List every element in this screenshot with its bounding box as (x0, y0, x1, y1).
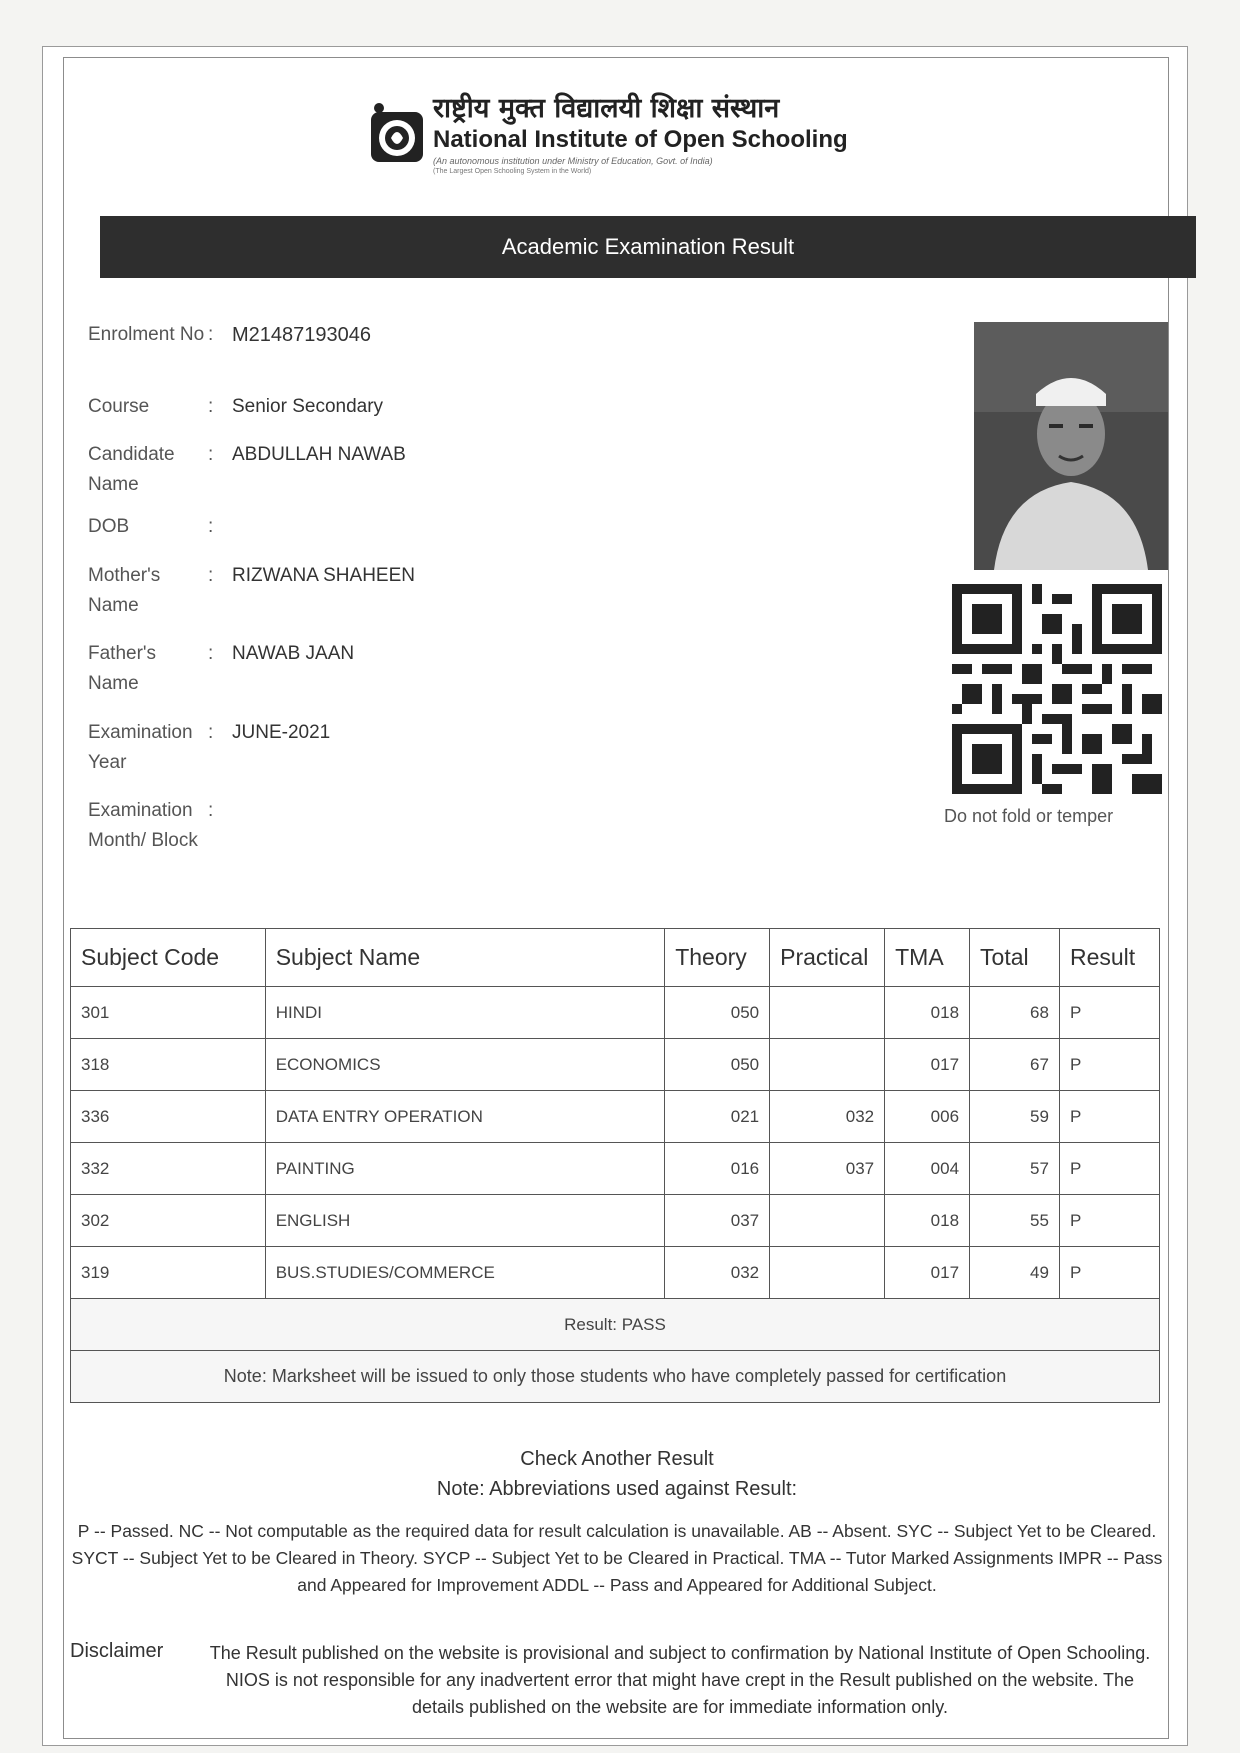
institute-name-hindi: राष्ट्रीय मुक्त विद्यालयी शिक्षा संस्थान (433, 93, 780, 124)
abbreviations-title: Note: Abbreviations used against Result: (436, 1478, 798, 1500)
result-summary-row (71, 1299, 1160, 1351)
theory-marks: 016 (665, 1143, 770, 1195)
subject-result: P (1059, 1143, 1159, 1195)
total-marks: 55 (970, 1195, 1060, 1247)
subject-result: P (1059, 1039, 1159, 1091)
page-title: Academic Examination Result (100, 216, 1196, 278)
theory-marks: 050 (665, 1039, 770, 1091)
exam-year-value: JUNE-2021 (232, 722, 331, 743)
subject-name: PAINTING (265, 1143, 665, 1195)
theory-marks: 032 (665, 1247, 770, 1299)
subject-code: 336 (71, 1091, 266, 1143)
subject-name: DATA ENTRY OPERATION (265, 1091, 665, 1143)
certification-note-row (71, 1351, 1160, 1403)
enrolment-value: M21487193046 (232, 324, 372, 346)
subject-name: HINDI (265, 987, 665, 1039)
tma-marks: 017 (885, 1247, 970, 1299)
subject-code: 332 (71, 1143, 266, 1195)
practical-marks (770, 987, 885, 1039)
course-label: Course (88, 396, 150, 417)
colon: : (208, 324, 214, 345)
header-subject-name: Subject Name (265, 929, 665, 987)
header-practical: Practical (770, 929, 885, 987)
practical-marks (770, 1039, 885, 1091)
colon: : (208, 516, 214, 537)
tma-marks: 018 (885, 1195, 970, 1247)
header-result: Result (1059, 929, 1159, 987)
subject-code: 301 (71, 987, 266, 1039)
subject-name: ENGLISH (265, 1195, 665, 1247)
colon: : (208, 722, 214, 743)
practical-marks (770, 1247, 885, 1299)
tma-marks: 018 (885, 987, 970, 1039)
header-subject-code: Subject Code (71, 929, 266, 987)
candidate-name-label: Candidate Name (88, 444, 175, 495)
certification-note: Note: Marksheet will be issued to only those students who have completely passed for certification (71, 1351, 1160, 1403)
exam-year-label: Examination Year (88, 722, 193, 773)
disclaimer-label: Disclaimer (70, 1640, 164, 1662)
practical-marks: 032 (770, 1091, 885, 1143)
colon: : (208, 800, 214, 821)
subject-result: P (1059, 1247, 1159, 1299)
subject-result: P (1059, 987, 1159, 1039)
result-summary: Result: PASS (71, 1299, 1160, 1351)
marks-table (70, 928, 1160, 1403)
subject-name: BUS.STUDIES/COMMERCE (265, 1247, 665, 1299)
theory-marks: 037 (665, 1195, 770, 1247)
result-sheet (42, 46, 1188, 1746)
institute-subline: (An autonomous institution under Ministry of Education, Govt. of India) (433, 156, 713, 166)
check-another-result-link[interactable]: Check Another Result (520, 1448, 714, 1470)
total-marks: 67 (970, 1039, 1060, 1091)
colon: : (208, 444, 214, 465)
candidate-photo (974, 322, 1168, 570)
theory-marks: 021 (665, 1091, 770, 1143)
fold-warning: Do not fold or temper (944, 806, 1114, 826)
course-value: Senior Secondary (232, 396, 384, 417)
subject-code: 302 (71, 1195, 266, 1247)
institute-name-english: National Institute of Open Schooling (433, 126, 848, 153)
tma-marks: 017 (885, 1039, 970, 1091)
disclaimer-text: The Result published on the website is provisional and subject to confirmation by National Institute of Open Schooling. NIOS is not responsible for any inadvertent error that might have crept in the Result published on the website. The details published on the website are for immediate information only. (209, 1643, 1151, 1717)
practical-marks: 037 (770, 1143, 885, 1195)
tma-marks: 004 (885, 1143, 970, 1195)
table-row (71, 1039, 1160, 1091)
header-tma: TMA (885, 929, 970, 987)
institute-subline-2: (The Largest Open Schooling System in the World) (433, 168, 592, 175)
colon: : (208, 643, 214, 664)
colon: : (208, 396, 214, 417)
candidate-name-value: ABDULLAH NAWAB (232, 444, 406, 465)
header-total: Total (970, 929, 1060, 987)
father-name-label: Father's Name (88, 643, 157, 694)
header-theory: Theory (665, 929, 770, 987)
total-marks: 49 (970, 1247, 1060, 1299)
subject-code: 318 (71, 1039, 266, 1091)
result-frame (63, 57, 1169, 1739)
table-row (71, 987, 1160, 1039)
enrolment-label: Enrolment No (88, 324, 205, 345)
table-header-row (71, 929, 1160, 987)
total-marks: 59 (970, 1091, 1060, 1143)
exam-month-label: Examination Month/ Block (88, 800, 198, 851)
table-row (71, 1091, 1160, 1143)
theory-marks: 050 (665, 987, 770, 1039)
qr-code-icon (952, 584, 1162, 794)
mother-name-value: RIZWANA SHAHEEN (232, 565, 415, 586)
nios-logo-icon (369, 102, 425, 164)
subject-name: ECONOMICS (265, 1039, 665, 1091)
subject-code: 319 (71, 1247, 266, 1299)
table-row (71, 1195, 1160, 1247)
dob-label: DOB (88, 516, 130, 537)
total-marks: 68 (970, 987, 1060, 1039)
table-row (71, 1143, 1160, 1195)
practical-marks (770, 1195, 885, 1247)
colon: : (208, 565, 214, 586)
table-row (71, 1247, 1160, 1299)
total-marks: 57 (970, 1143, 1060, 1195)
mother-name-label: Mother's Name (88, 565, 161, 616)
nios-header (369, 88, 869, 198)
subject-result: P (1059, 1195, 1159, 1247)
father-name-value: NAWAB JAAN (232, 643, 355, 664)
subject-result: P (1059, 1091, 1159, 1143)
tma-marks: 006 (885, 1091, 970, 1143)
abbreviations-text: P -- Passed. NC -- Not computable as the required data for result calculation is unavailable. AB -- Absent. SYC -- Subject Yet to be Cleared. SYCT -- Subject Yet to be Cleared in Theory. SYCP -- Subject Yet to be Cleared in Practical. TMA -- Tutor Marked Assignments IMPR -- Pass and Appeared for Improvement ADDL -- Pass and Appeared for Additional Subject. (71, 1521, 1163, 1595)
